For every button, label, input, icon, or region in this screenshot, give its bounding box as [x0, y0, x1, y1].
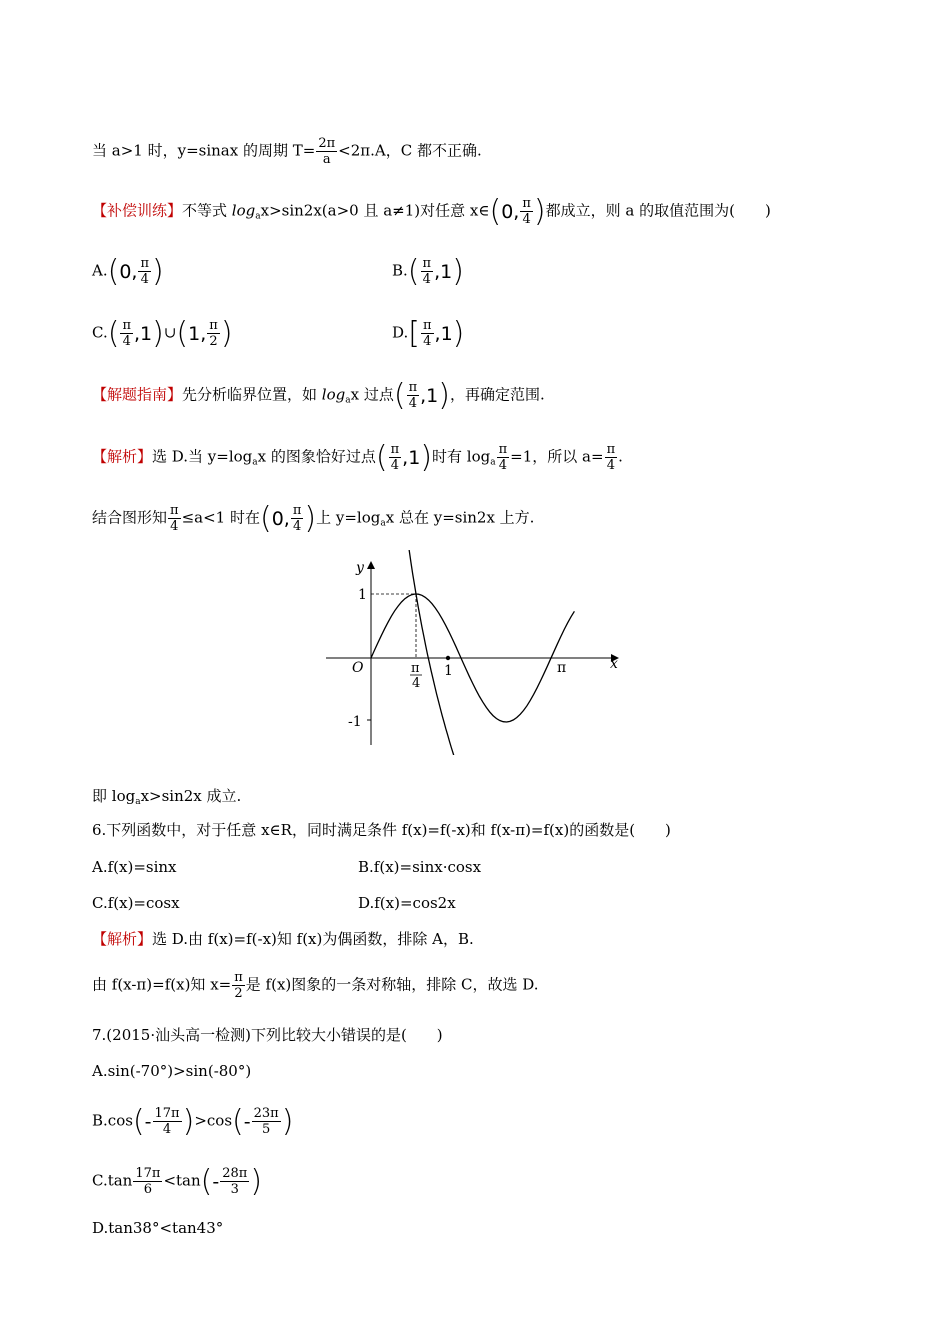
text: 选 D.当 y=log: [152, 447, 253, 466]
text: 0,: [271, 507, 290, 530]
subscript: a: [380, 518, 386, 529]
interval: ( 0, $\frac{\pi}{4}$ ): [489, 193, 546, 229]
solution-line: 【解析】选 D.当 $y=\log_ax$ 的图象恰好过点 ( $\frac{\pi}{4}$ ,1 ) 时有 $\log_a$ $\frac{\pi}{4}$ =1，所以 a= $\frac{\pi}{4}$ .: [92, 439, 623, 475]
numerator: π: [390, 442, 400, 457]
log-curve: [409, 550, 626, 755]
denominator: 4: [390, 458, 400, 473]
question-6-stem: 6.下列函数中，对于任意 x∈R，同时满足条件 f(x)=f(-x)和 f(x-π)=f(x)的函数是( ): [92, 821, 671, 839]
function-graph: [320, 550, 640, 755]
denominator: 3: [230, 1182, 239, 1197]
text: 由 f(x-π)=f(x)知 x=: [92, 975, 232, 994]
option-a: A. ( 0, $\frac{\pi}{4}$ ): [92, 253, 164, 289]
text: 结合图形知: [92, 508, 168, 527]
numerator: π: [408, 380, 418, 395]
text: <tan: [163, 1171, 201, 1190]
denominator: 4: [170, 519, 179, 534]
log-text: log: [321, 385, 346, 404]
denominator: 2: [234, 986, 243, 1001]
q6-solution: [92, 929, 474, 949]
text: 上 y=log: [316, 508, 381, 527]
text-line: [92, 136, 482, 167]
denominator: 2: [209, 334, 218, 349]
denominator: 4: [422, 272, 431, 287]
text: 1,: [188, 322, 207, 345]
numerator: 23π: [253, 1106, 279, 1121]
option-label: A.: [92, 261, 108, 280]
q6-option-b: B.f(x)=sinx·cosx: [358, 858, 482, 876]
minus-sign: -: [243, 1110, 251, 1133]
text: 0,: [501, 200, 520, 223]
subscript: a: [255, 211, 261, 222]
solution-line-2: 结合图形知 $\frac{\pi}{4}$ ≤a<1 时在 ( 0, $\frac{\pi}{4}$ ) 上 $y=\log_ax$ 总在 y=sin2x 上方.: [92, 500, 535, 536]
x-tick-pi4-num: π: [411, 661, 420, 676]
q6-option-a: A.f(x)=sinx: [92, 858, 177, 876]
fraction: [316, 136, 337, 167]
denominator: 4: [408, 396, 417, 411]
denominator: 6: [143, 1182, 153, 1197]
numerator: π: [292, 503, 302, 518]
text: ≤a<1 时在: [181, 508, 260, 527]
numerator: 2π: [318, 136, 336, 151]
denominator: 4: [606, 458, 615, 473]
text: x 过点: [350, 385, 394, 404]
numerator: π: [170, 503, 179, 518]
text: 先分析临界位置，如: [182, 385, 322, 404]
q7-option-d: D.tan38°<tan43°: [92, 1219, 224, 1237]
union-symbol: ∪: [163, 323, 177, 342]
numerator: π: [498, 442, 508, 457]
option-c: C. ( $\frac{\pi}{4}$ ,1 ) ∪ ( 1, $\frac{\pi}{2}$ ): [92, 315, 233, 351]
subscript: a: [490, 457, 496, 468]
numerator: π: [122, 318, 131, 333]
y-tick-neg1: -1: [348, 714, 362, 730]
numerator: π: [422, 256, 432, 271]
text: 0,: [119, 260, 138, 283]
text: ，再确定范围.: [449, 385, 545, 404]
option-d: D. [ $\frac{\pi}{4}$ ,1 ): [392, 315, 465, 351]
q6-option-d: D.f(x)=cos2x: [358, 894, 456, 912]
text: .: [618, 447, 623, 466]
text: ,1: [420, 384, 439, 407]
text: 当 a>1 时，y=sinax 的周期 T=: [92, 141, 316, 160]
question-7-stem: 7.(2015·汕头高一检测)下列比较大小错误的是( ): [92, 1026, 443, 1044]
y-label: y: [356, 560, 364, 576]
log-text: log: [231, 201, 256, 220]
q6-option-c: C.f(x)=cosx: [92, 894, 180, 912]
option-label: C.: [92, 323, 108, 342]
denominator: 4: [162, 1122, 172, 1137]
text: 都成立，则 a 的取值范围为( ): [545, 201, 771, 220]
section-tag: 【解题指南】: [92, 385, 183, 404]
option-label: B.: [392, 261, 408, 280]
numerator: 28π: [222, 1166, 248, 1181]
numerator: π: [140, 256, 150, 271]
text: B.cos: [92, 1111, 133, 1130]
hint-line: 【解题指南】先分析临界位置，如 $\log_ax$ 过点 ( $\frac{\pi}{4}$ ,1 ) ，再确定范围.: [92, 377, 545, 413]
text: 不等式: [182, 201, 232, 220]
text: ,1: [133, 322, 153, 345]
numerator: π: [606, 442, 616, 457]
subscript: a: [135, 797, 141, 807]
text: 是 f(x)图象的一条对称轴，排除 C，故选 D.: [245, 975, 539, 994]
denominator: 4: [498, 458, 508, 473]
numerator: π: [422, 318, 432, 333]
text-line: [92, 786, 241, 812]
section-tag: 【解析】: [92, 447, 153, 466]
option-label: D.: [392, 323, 409, 342]
text: ,1: [434, 322, 453, 345]
text: >cos: [194, 1111, 233, 1130]
numerator: 17π: [154, 1106, 180, 1121]
subscript: a: [252, 457, 258, 468]
exercise-line: [92, 193, 771, 229]
denominator: 5: [262, 1122, 271, 1137]
denominator: 4: [423, 334, 432, 349]
text: 即 log: [92, 787, 136, 805]
intersection-point: [446, 656, 450, 660]
minus-sign: -: [212, 1170, 220, 1193]
text: ,1: [434, 260, 453, 283]
q7-option-a: A.sin(-70°)>sin(-80°): [92, 1062, 252, 1080]
numerator: π: [522, 196, 531, 211]
section-tag: 【解析】: [92, 930, 153, 948]
numerator: π: [209, 318, 218, 333]
text: =1，所以 a=: [510, 447, 604, 466]
text: C.tan: [92, 1171, 133, 1190]
numerator: 17π: [135, 1166, 161, 1181]
numerator: π: [234, 970, 243, 985]
x-label: x: [610, 656, 618, 672]
y-tick-1: 1: [358, 587, 367, 603]
text: x 总在 y=sin2x 上方.: [385, 508, 535, 527]
denominator: 4: [522, 212, 531, 227]
text: x>sin2x 成立.: [140, 787, 242, 805]
q7-option-c: C.tan $\frac{17\pi}{6}$ <tan ( - $\frac{28\pi}{3}$ ): [92, 1163, 263, 1199]
denominator: 4: [292, 519, 302, 534]
denominator: a: [322, 152, 331, 167]
section-tag: 【补偿训练】: [92, 201, 183, 220]
origin-label: O: [352, 660, 364, 676]
subscript: a: [345, 395, 351, 406]
x-tick-1: 1: [444, 663, 453, 679]
denominator: 4: [122, 334, 131, 349]
x-tick-pi: π: [557, 660, 567, 676]
q6-solution-2: [92, 970, 539, 1001]
denominator: 4: [140, 272, 149, 287]
text: <2π.A，C 都不正确.: [338, 141, 482, 160]
text: x 的图象恰好过点: [257, 447, 376, 466]
option-b: B. ( $\frac{\pi}{4}$ ,1 ): [392, 253, 464, 289]
text: 时有 log: [432, 447, 491, 466]
x-tick-pi4-den: 4: [412, 676, 421, 691]
q7-option-b: B.cos ( - $\frac{17\pi}{4}$ ) >cos ( - $\frac{23\pi}{5}$ ): [92, 1103, 294, 1139]
text: ,1: [402, 446, 421, 469]
minus-sign: -: [144, 1110, 152, 1133]
text: 选 D.由 f(x)=f(-x)知 f(x)为偶函数，排除 A，B.: [152, 930, 474, 948]
text: x>sin2x(a>0 且 a≠1)对任意 x∈: [260, 201, 490, 220]
